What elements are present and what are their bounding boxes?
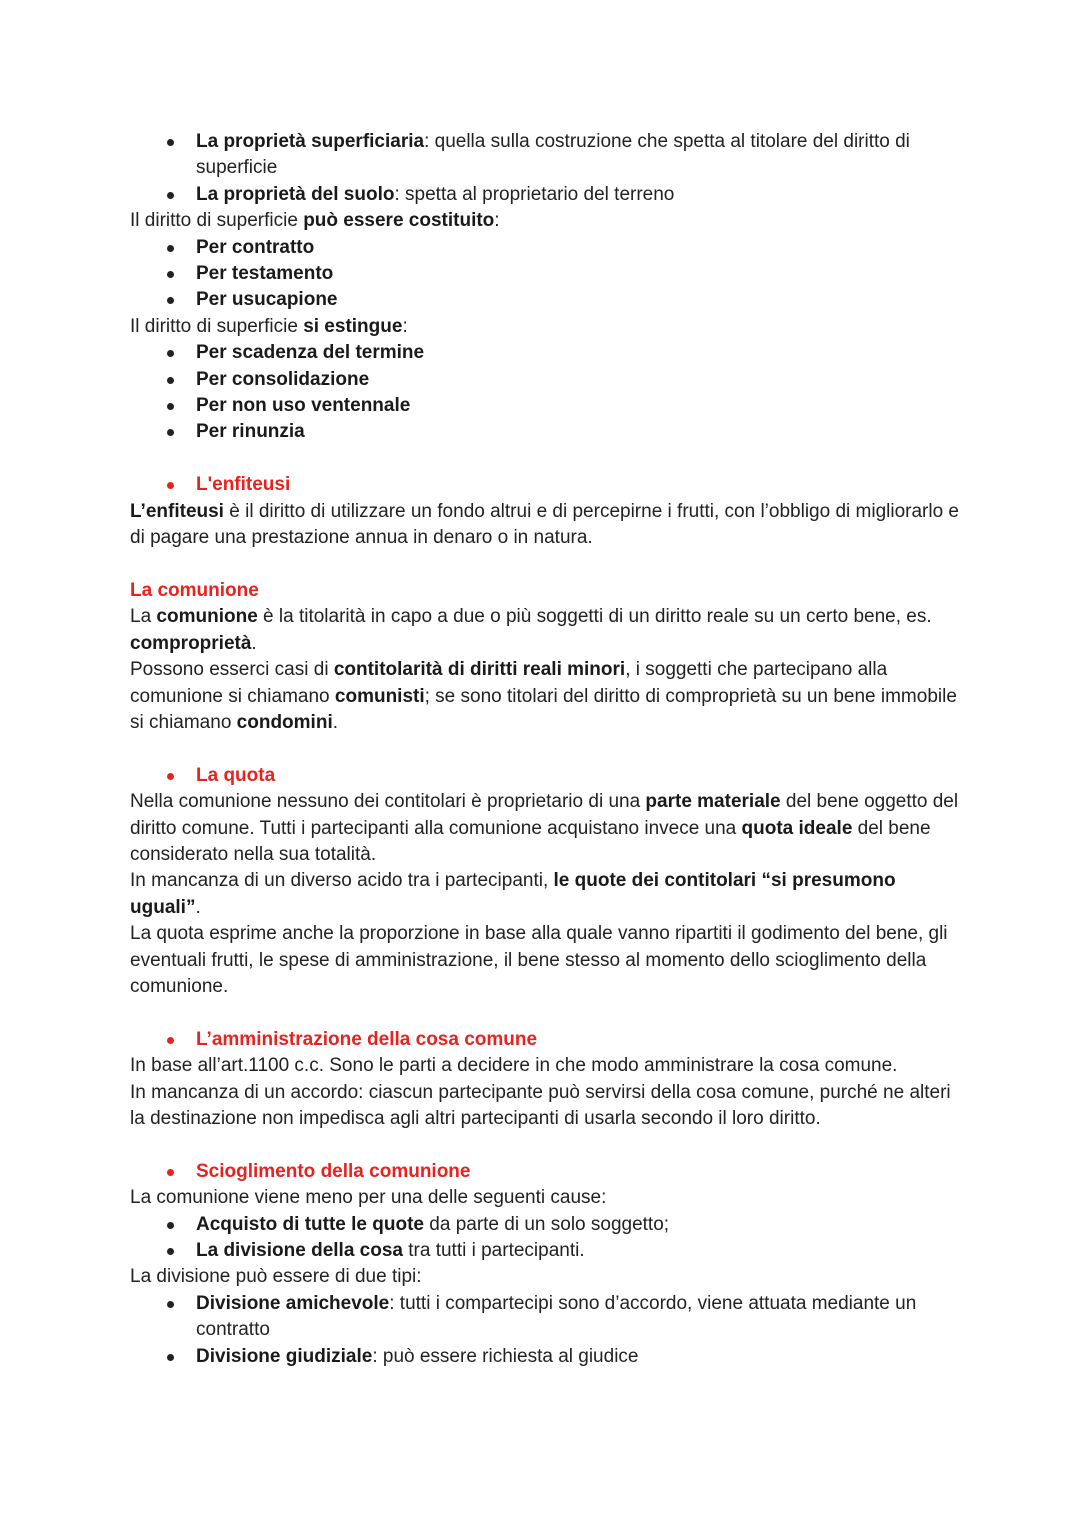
- list-item: La divisione della cosa tra tutti i partecipanti.: [130, 1238, 960, 1264]
- section-heading-scioglimento: Scioglimento della comunione: [130, 1159, 960, 1185]
- section-heading-amministrazione: L’amministrazione della cosa comune: [130, 1027, 960, 1053]
- list-item: Acquisto di tutte le quote da parte di un solo soggetto;: [130, 1212, 960, 1238]
- amministrazione-heading-list: [130, 1027, 960, 1053]
- quota-heading-list: [130, 763, 960, 789]
- quota-paragraph-2: In mancanza di un diverso acido tra i partecipanti, le quote dei contitolari “si presumono uguali”.: [130, 870, 896, 918]
- list-item: Per testamento: [130, 261, 960, 287]
- quota-paragraph-1: Nella comunione nessuno dei contitolari è proprietario di una parte materiale del bene oggetto del diritto comune. Tutti i partecipanti alla comunione acquistano invece una quota ideale del bene considerato nella sua totalità.: [130, 791, 959, 865]
- estingue-list: [130, 340, 960, 446]
- list-item: Per rinunzia: [130, 419, 960, 445]
- document-page: [130, 129, 960, 1370]
- quota-paragraph-3: La quota esprime anche la proporzione in base alla quale vanno ripartiti il godimento del bene, gli eventuali frutti, le spese di amministrazione, il bene stesso al momento dello scioglimento della comunione.: [130, 923, 948, 997]
- superficie-types-list: [130, 129, 960, 208]
- list-item: Divisione amichevole: tutti i compartecipi sono d’accordo, viene attuata mediante un contratto: [130, 1291, 960, 1344]
- list-item: Divisione giudiziale: può essere richiesta al giudice: [130, 1344, 960, 1370]
- division-types-list: [130, 1291, 960, 1370]
- costituito-intro: Il diritto di superficie può essere costituito:: [130, 210, 500, 232]
- enfiteusi-heading-list: [130, 472, 960, 498]
- section-heading-comunione: La comunione: [130, 579, 259, 601]
- scioglimento-causes-list: [130, 1212, 960, 1265]
- list-item: Per scadenza del termine: [130, 340, 960, 366]
- scioglimento-heading-list: [130, 1159, 960, 1185]
- costituito-list: [130, 235, 960, 314]
- list-item: Per contratto: [130, 235, 960, 261]
- list-item: Per consolidazione: [130, 367, 960, 393]
- section-heading-enfiteusi: L'enfiteusi: [130, 472, 960, 498]
- list-item: La proprietà superficiaria: quella sulla costruzione che spetta al titolare del diritto di superficie: [130, 129, 960, 182]
- comunione-paragraph-1: La comunione è la titolarità in capo a due o più soggetti di un diritto reale su un certo bene, es. comproprietà.: [130, 606, 932, 654]
- list-item: Per usucapione: [130, 287, 960, 313]
- list-item: Per non uso ventennale: [130, 393, 960, 419]
- amministrazione-paragraph-1: In base all’art.1100 c.c. Sono le parti a decidere in che modo amministrare la cosa comune.: [130, 1055, 898, 1077]
- enfiteusi-paragraph: L’enfiteusi è il diritto di utilizzare un fondo altrui e di percepirne i frutti, con l’obbligo di migliorarlo e di pagare una prestazione annua in denaro o in natura.: [130, 500, 960, 549]
- scioglimento-intro: La comunione viene meno per una delle seguenti cause:: [130, 1187, 607, 1209]
- list-item: La proprietà del suolo: spetta al proprietario del terreno: [130, 182, 960, 208]
- comunione-paragraph-2: Possono esserci casi di contitolarità di diritti reali minori, i soggetti che partecipano alla comunione si chiamano comunisti; se sono titolari del diritto di comproprietà su un bene immobile si chiamano condomini.: [130, 659, 957, 733]
- division-intro: La divisione può essere di due tipi:: [130, 1266, 422, 1288]
- section-heading-quota: La quota: [130, 763, 960, 789]
- amministrazione-paragraph-2: In mancanza di un accordo: ciascun partecipante può servirsi della cosa comune, purché ne alteri la destinazione non impedisca agli altri partecipanti di usarla secondo il loro diritto.: [130, 1081, 951, 1129]
- estingue-intro: Il diritto di superficie si estingue:: [130, 315, 408, 337]
